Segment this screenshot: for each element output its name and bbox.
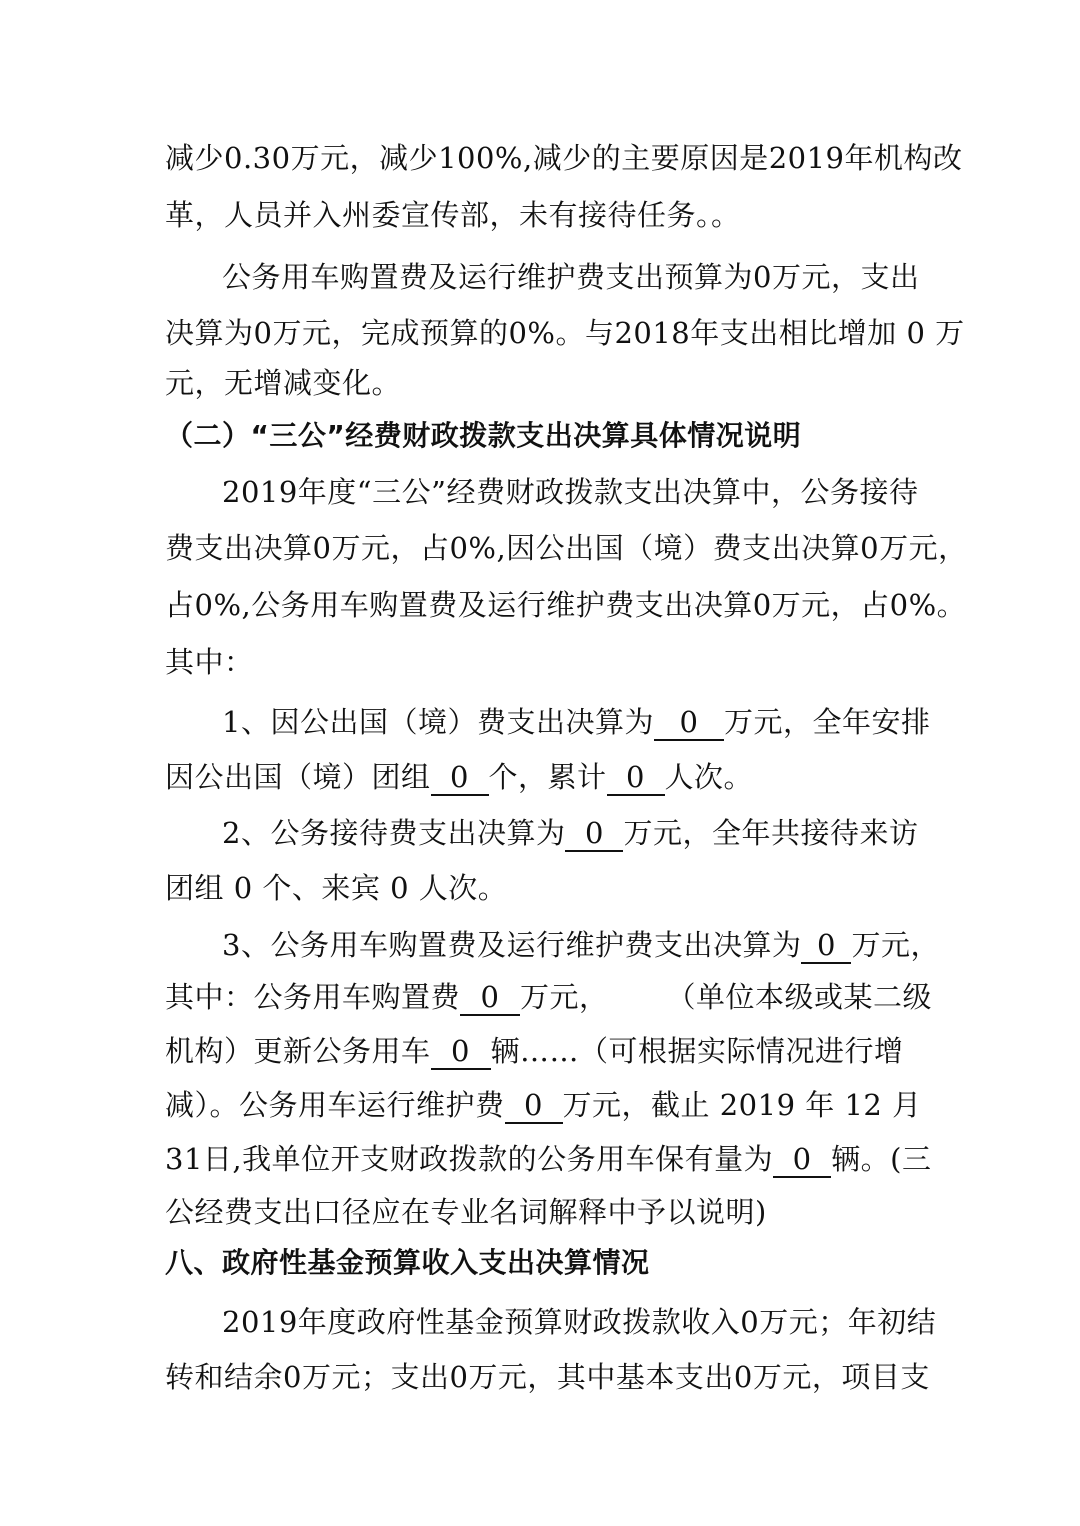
list-item bbox=[165, 1031, 904, 1071]
list-item bbox=[165, 757, 753, 797]
list-item bbox=[165, 1139, 931, 1179]
paragraph-line: 占0%,公务用车购置费及运行维护费支出决算0万元，占0%。 bbox=[165, 588, 967, 622]
item-text: 万元， bbox=[520, 980, 609, 1014]
item-text: 万元， bbox=[851, 928, 940, 962]
item-text: 辆。(三 bbox=[831, 1142, 932, 1176]
item-text: 人次。 bbox=[664, 760, 754, 794]
item-text: 其中：公务用车购置费 bbox=[165, 980, 461, 1014]
paragraph-line: 其中： bbox=[165, 645, 254, 679]
blank-value: 0 bbox=[607, 760, 665, 796]
item-text: 减）。公务用车运行维护费 bbox=[165, 1088, 505, 1122]
item-text: 因公出国（境）团组 bbox=[165, 760, 431, 794]
paragraph-line: 减少0.30万元，减少100%,减少的主要原因是2019年机构改 bbox=[165, 141, 963, 175]
paragraph-line: 革，人员并入州委宣传部，未有接待任务。。 bbox=[165, 198, 741, 232]
item-text: （单位本级或某二级 bbox=[666, 980, 933, 1014]
item-text: 万元，全年共接待来访 bbox=[623, 816, 919, 850]
list-item bbox=[222, 813, 918, 853]
list-item bbox=[165, 1085, 922, 1125]
blank-value: 0 bbox=[565, 816, 623, 852]
item-text: 万元，全年安排 bbox=[723, 705, 931, 739]
item-text: 个，累计 bbox=[488, 760, 607, 794]
section-heading: 八、政府性基金预算收入支出决算情况 bbox=[165, 1246, 650, 1279]
item-text: 1、因公出国（境）费支出决算为 bbox=[222, 705, 654, 739]
list-item bbox=[165, 977, 932, 1017]
item-text: 辆……（可根据实际情况进行增 bbox=[490, 1034, 904, 1068]
paragraph-line: 决算为0万元，完成预算的0%。与2018年支出相比增加 0 万 bbox=[165, 316, 965, 350]
list-item: 公经费支出口径应在专业名词解释中予以说明) bbox=[165, 1195, 767, 1229]
blank-value: 0 bbox=[801, 928, 851, 964]
list-item bbox=[222, 702, 930, 742]
blank-value: 0 bbox=[431, 760, 489, 796]
blank-value: 0 bbox=[773, 1142, 831, 1178]
item-text: 2、公务接待费支出决算为 bbox=[222, 816, 566, 850]
paragraph-line: 费支出决算0万元，占0%,因公出国（境）费支出决算0万元， bbox=[165, 531, 968, 565]
list-item bbox=[222, 925, 940, 965]
item-text: 3、公务用车购置费及运行维护费支出决算为 bbox=[222, 928, 802, 962]
item-text: 31日,我单位开支财政拨款的公务用车保有量为 bbox=[165, 1142, 774, 1176]
item-text: 机构）更新公务用车 bbox=[165, 1034, 431, 1068]
blank-value: 0 bbox=[460, 980, 520, 1016]
list-item: 团组 0 个、来宾 0 人次。 bbox=[165, 871, 508, 905]
blank-value: 0 bbox=[654, 705, 724, 741]
paragraph-line: 转和结余0万元；支出0万元，其中基本支出0万元，项目支 bbox=[165, 1360, 930, 1394]
paragraph-line: 2019年度“三公”经费财政拨款支出决算中，公务接待 bbox=[222, 475, 919, 509]
paragraph-line: 元，无增减变化。 bbox=[165, 366, 402, 400]
section-heading: （二）“三公”经费财政拨款支出决算具体情况说明 bbox=[165, 419, 802, 452]
blank-value: 0 bbox=[431, 1034, 491, 1070]
paragraph-line: 公务用车购置费及运行维护费支出预算为0万元，支出 bbox=[222, 260, 920, 294]
item-text: 万元，截止 2019 年 12 月 bbox=[562, 1088, 922, 1122]
paragraph-line: 2019年度政府性基金预算财政拨款收入0万元；年初结 bbox=[222, 1305, 937, 1339]
blank-value: 0 bbox=[505, 1088, 563, 1124]
